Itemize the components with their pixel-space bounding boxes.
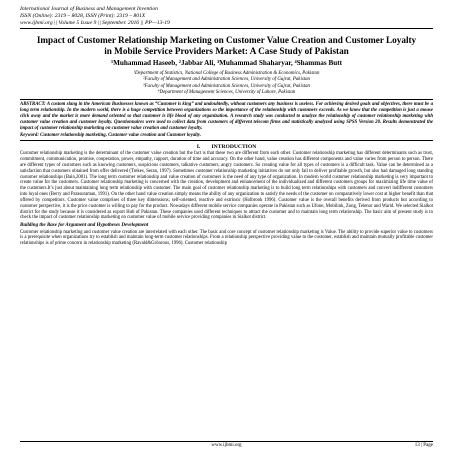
affiliations: [20, 71, 433, 96]
footer-page-number: 13 | Page: [414, 443, 433, 448]
journal-name: International Journal of Business and Management Invention: [20, 6, 158, 12]
footer-rule: [20, 441, 433, 442]
introduction-paragraph: Customer relationship marketing is the determinant of the customer value creation but the fact is that these two are different from each other. Customer relationship marketing has different determinants such as trust, commitment, communication, promise, cooperation, power, empathy, rapport, duration of time and accuracy. On the other hand, value creation has different components and value varies from person to person. There are different types of customers such as knowing customers, suspicious customers, talkative customers, angry customers. So creating value for all types of customers is a difficult task. Value can be determined as a satisfaction that customers obtained from offer delivered (Trekes, Seran, 1997). Sometimes customer relationship marketing initiatives do not only fail to deliver profitable growth, but also had damaged long standing customer relationships (Bain,2001). The long term customer relationship and value creation of customers is the need of any type of organization. In modern world customer relationship marketing is very important to create value for the customers. Customer relationship marketing is concerned with the creation, development and enhancement of the individualized and different customers groups for maximizing life time value of the customers.It’s just about maintaining long term relationship with customer. The main goal of customer relationship marketing is to build long term relationships with customers and convert indifferent customers into loyal ones (Berry and Parasuraman, 1991). On the other hand value creation simply means the ability of any organization to satisfy the needs of the customer on comparatively lower cost at higher benefit than that offered by competitors. Customer value comprises of three key dimensions; self-oriented, reactive and extrinsic (Holbrook 1996). Customer value is the overall benefits derived from products but according to customer perspective, it is the price customer is willing to pay for the product. Nowadays different mobile service companies operate in Pakistan such as Ufone, Mobilink, Zong, Telenor and Warid. We selected Sialkot district for the study because it is considered as export Hub of Pakistan. These companies used different techniques to attract the customer and to maintain long term relationship. The basic aim of present study is to check the impact of customer relationship marketing on customer value of mobile service providing companies in Sialkot district.: [20, 151, 433, 221]
argument-paragraph: Customer relationship marketing and customer value creation are interrelated with each other. The basic and core concept of customer relationship marketing is Value. The ability to provide superior value to customers is a prerequisite when organizations try to establish and maintain long-term customer relationships. From a relationship perspective providing value to the customer, establish and maintain mutually profitable customer relationships is of prime concern in relationship marketing (Ravald&Grönroos, 1996). Customer relationship: [20, 229, 433, 247]
paper-title: Impact of Customer Relationship Marketing on Customer Value Creation and Customer Loyalty in Mobile Service Providers Market: A Case Study of Pakistan: [36, 35, 417, 56]
journal-issn: ISSN (Online): 2319 – 8028, ISSN (Print): 2319 – 801X: [20, 13, 146, 19]
journal-volume: www.ijbmi.org || Volume 5 Issue 9 || September. 2016 || PP—13-19: [20, 20, 170, 26]
affiliation-1: ¹Department of Statistics, National College of Business Administration & Economics, Pakistan: [133, 71, 320, 76]
abstract-bottom-rule: [20, 140, 433, 141]
section-heading: I. INTRODUCTION: [196, 144, 257, 151]
journal-header: [20, 6, 433, 27]
keywords: [20, 133, 433, 139]
abstract-top-rule: [20, 99, 433, 100]
subsection-heading: Building the Base for Argument and Hypotheses Development: [20, 223, 149, 229]
keywords-label: Keyword:: [20, 133, 39, 139]
affiliation-4: ⁴Department of Management Sciences, University of Lahore, Pakistan: [157, 89, 296, 95]
abstract-label: ABSTRACT:: [20, 102, 46, 108]
abstract-text: A custom slang in the American Businesses known as “Customer is king” and undoubtedly, without customers any business is useless. For achieving desired goals and objectives, there must be a long term relationship. In the modern world, there is a huge competition between organizations so the importance of the relationship with customers exceeds. As we know that the competition is just a mouse click away and the market is more demand oriented so that customer is life blood of any organization. A research study was conducted to analyze the relationship of customer relationship marketing with customer value creation and customer loyalty. Questionnaires were used to collect data from customers of different telecom firms and statistically analyzed using SPSS Version 20. Results demonstrated the impact of customer relationship marketing on customer value creation and customer loyalty.: [20, 102, 433, 132]
footer-url[interactable]: www.ijbmi.org: [211, 443, 242, 448]
affiliation-2: ²Faculty of Management and Administration Sciences, University of Gujrat, Pakistan: [143, 77, 310, 83]
paper-authors: ¹Muhammad Haseeb, ²Jabbar Ali, ³Muhammad Shaharyar, ⁴Shammas Butt: [110, 59, 343, 67]
keywords-text: Customer relationship marketing, Customer value creation and Customer loyalty.: [40, 133, 201, 139]
page-footer: [20, 440, 433, 449]
header-rule: [20, 28, 433, 29]
abstract: [20, 101, 433, 133]
affiliation-3: ³Faculty of Management and Administration Sciences, University of Gujrat, Pakistan: [143, 83, 310, 89]
